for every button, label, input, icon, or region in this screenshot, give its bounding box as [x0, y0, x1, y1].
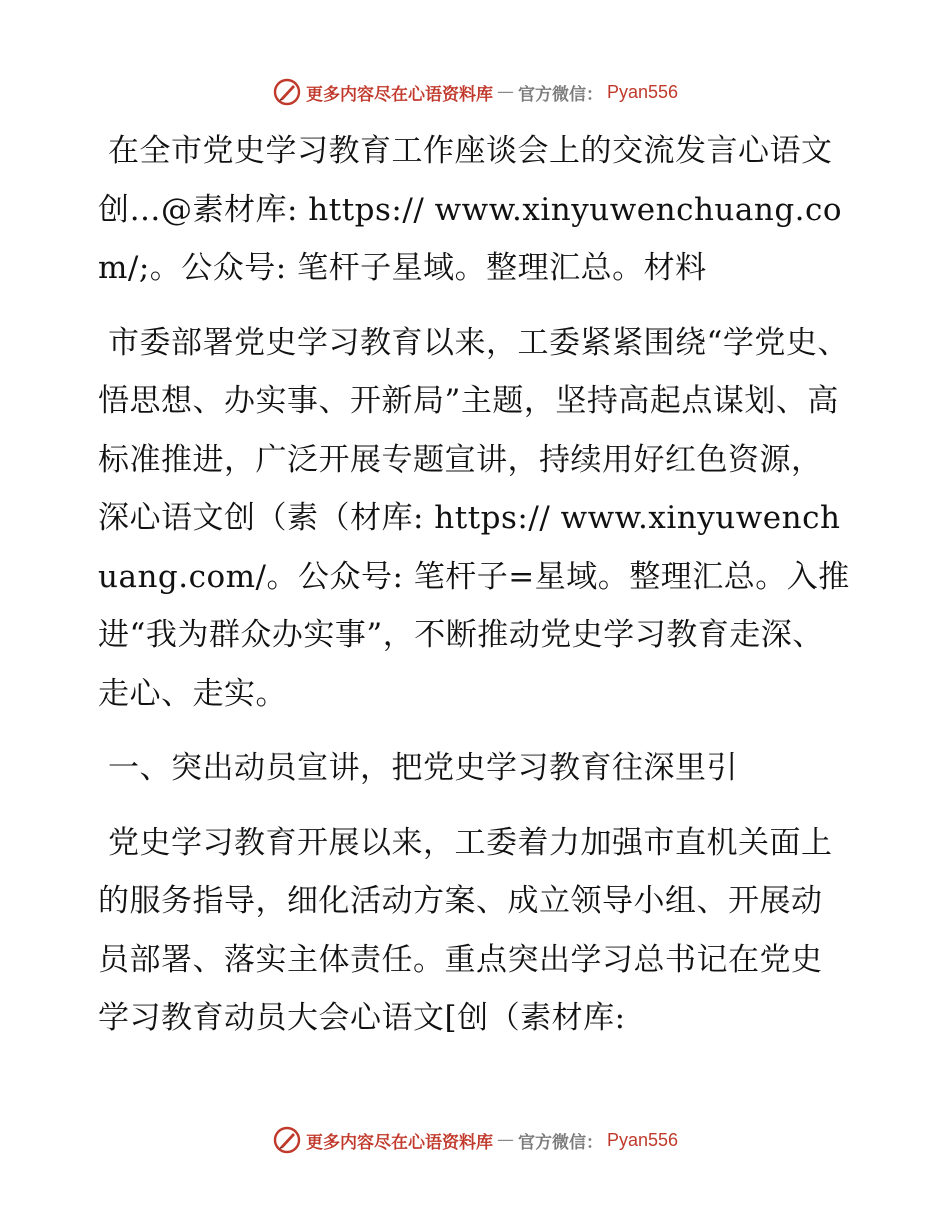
watermark-promo-text: 更多内容尽在心语资料库 — [305, 84, 493, 105]
body-paragraph-section-1: 党史学习教育开展以来，工委着力加强市直机关面上的服务指导，细化活动方案、成立领导小组、开展动员部署、落实主体责任。重点突出学习总书记在党史学习教育动员大会心语文[创（素材库: — [98, 824, 833, 1036]
watermark-contact-label: 官方微信： — [517, 1132, 603, 1153]
quill-seal-icon — [272, 1125, 302, 1155]
watermark-contact-label: 官方微信： — [517, 84, 603, 105]
watermark-promo-text: 更多内容尽在心语资料库 — [305, 1132, 493, 1153]
watermark-banner-top — [0, 72, 950, 112]
watermark-handle: Pyan556 — [606, 1129, 679, 1150]
watermark-banner-bottom — [0, 1120, 950, 1160]
watermark-separator: — — [496, 1130, 514, 1150]
watermark-separator: — — [496, 82, 514, 102]
quill-seal-icon — [272, 77, 302, 107]
body-paragraph-intro: 市委部署党史学习教育以来，工委紧紧围绕“学党史、悟思想、办实事、开新局”主题，坚持高起点谋划、高标准推进，广泛开展专题宣讲，持续用好红色资源，深心语文创（素（材库: https:// www.xinyuwenchuang.com/。公众号: 笔杆子=星域。整理汇总。入推进“我为群众办实事”，不断推动党史学习教育走深、走心、走实。 — [98, 324, 850, 712]
section-heading-1: 一、突出动员宣讲，把党史学习教育往深里引 — [108, 750, 738, 786]
document-body — [98, 122, 850, 1048]
document-title-paragraph: 在全市党史学习教育工作座谈会上的交流发言心语文创…@素材库: https:// www.xinyuwenchuang.com/;。公众号: 笔杆子星域。整理汇总。材料 — [98, 133, 843, 286]
watermark-handle: Pyan556 — [606, 81, 679, 102]
